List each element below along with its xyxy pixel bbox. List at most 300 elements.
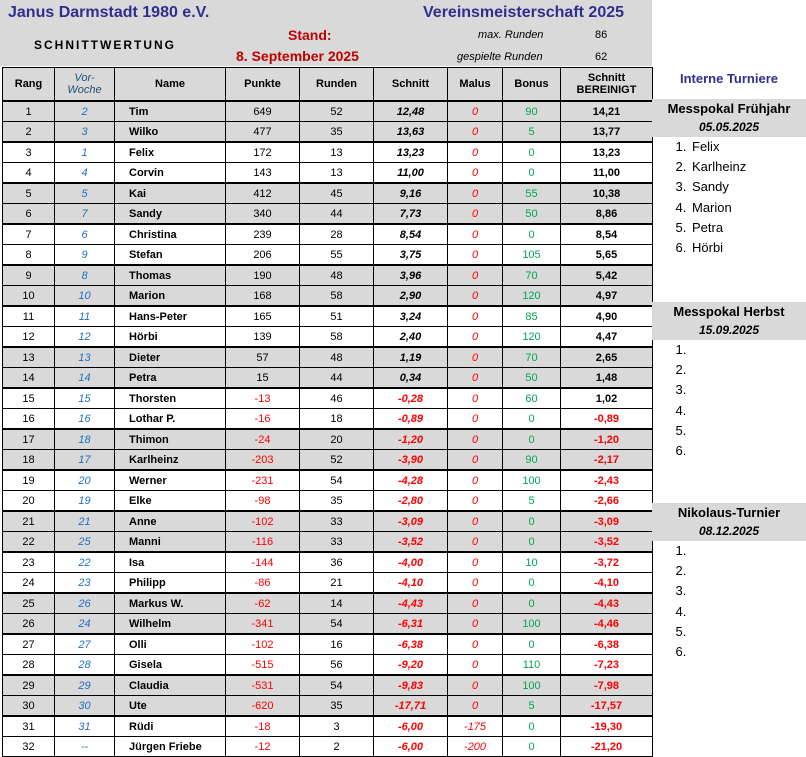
rang-cell: 29 — [3, 675, 55, 696]
punkte-cell: 412 — [226, 183, 300, 204]
bereinigt-cell: -4,46 — [561, 614, 653, 635]
punkte-cell: 168 — [226, 286, 300, 307]
placing-item — [690, 340, 806, 360]
col-header-name — [115, 68, 226, 102]
table-row — [3, 696, 653, 717]
malus-cell: 0 — [448, 224, 503, 245]
table-row — [3, 101, 653, 122]
rang-cell: 18 — [3, 450, 55, 471]
placing-item: 4. Marion — [690, 198, 806, 218]
col-header-vorwoche — [55, 68, 115, 102]
runden-cell: 54 — [300, 614, 374, 635]
runden-cell: 18 — [300, 409, 374, 430]
schnitt-cell: 0,34 — [374, 368, 448, 389]
malus-cell: 0 — [448, 675, 503, 696]
punkte-cell: -531 — [226, 675, 300, 696]
vorwoche-cell: 27 — [55, 634, 115, 655]
placing-item: 2. Karlheinz — [690, 157, 806, 177]
punkte-cell: -62 — [226, 593, 300, 614]
malus-cell: 0 — [448, 573, 503, 594]
tournament-name: Nikolaus-Turnier — [652, 503, 806, 522]
stand-label: Stand: — [288, 27, 332, 43]
rang-cell: 3 — [3, 142, 55, 163]
bonus-cell: 5 — [503, 696, 561, 717]
schnitt-cell: -1,20 — [374, 429, 448, 450]
runden-cell: 52 — [300, 450, 374, 471]
punkte-cell: 206 — [226, 245, 300, 266]
punkte-cell: -203 — [226, 450, 300, 471]
bereinigt-cell: 13,23 — [561, 142, 653, 163]
bonus-cell: 5 — [503, 122, 561, 143]
schnitt-cell: 13,63 — [374, 122, 448, 143]
placing-item — [690, 561, 806, 581]
col-header-schnitt-label: Schnitt — [391, 78, 430, 90]
bereinigt-cell: -6,38 — [561, 634, 653, 655]
runden-cell: 35 — [300, 491, 374, 512]
vorwoche-cell: 10 — [55, 286, 115, 307]
placing-item: 6. Hörbi — [690, 238, 806, 258]
vorwoche-cell: 22 — [55, 552, 115, 573]
vorwoche-cell: 23 — [55, 573, 115, 594]
schnitt-cell: -6,31 — [374, 614, 448, 635]
table-row — [3, 245, 653, 266]
schnitt-cell: 3,75 — [374, 245, 448, 266]
table-row — [3, 122, 653, 143]
table-row — [3, 265, 653, 286]
name-cell: Manni — [115, 532, 226, 553]
name-cell: Kai — [115, 183, 226, 204]
malus-cell: 0 — [448, 450, 503, 471]
punkte-cell: -16 — [226, 409, 300, 430]
bereinigt-cell: -7,23 — [561, 655, 653, 676]
bereinigt-cell: -2,66 — [561, 491, 653, 512]
runden-cell: 54 — [300, 675, 374, 696]
schnitt-cell: 8,54 — [374, 224, 448, 245]
schnitt-cell: -9,20 — [374, 655, 448, 676]
bereinigt-cell: 1,02 — [561, 388, 653, 409]
malus-cell: 0 — [448, 245, 503, 266]
rang-cell: 31 — [3, 716, 55, 737]
col-header-bereinigt-label: Schnitt BEREINIGT — [576, 72, 637, 96]
name-cell: Philipp — [115, 573, 226, 594]
schnitt-cell: -4,10 — [374, 573, 448, 594]
rang-cell: 6 — [3, 204, 55, 225]
rang-cell: 13 — [3, 347, 55, 368]
punkte-cell: 139 — [226, 327, 300, 348]
malus-cell: 0 — [448, 470, 503, 491]
name-cell: Hörbi — [115, 327, 226, 348]
schnitt-cell: 3,96 — [374, 265, 448, 286]
name-cell: Elke — [115, 491, 226, 512]
table-row — [3, 163, 653, 184]
punkte-cell: -116 — [226, 532, 300, 553]
bereinigt-cell: 10,38 — [561, 183, 653, 204]
table-row — [3, 388, 653, 409]
malus-cell: 0 — [448, 183, 503, 204]
malus-cell: 0 — [448, 204, 503, 225]
tournament-block — [652, 302, 806, 461]
runden-cell: 35 — [300, 696, 374, 717]
table-row — [3, 450, 653, 471]
rang-cell: 32 — [3, 737, 55, 757]
ranking-body — [3, 101, 653, 757]
bereinigt-cell: 1,48 — [561, 368, 653, 389]
rang-cell: 10 — [3, 286, 55, 307]
table-row — [3, 655, 653, 676]
runden-cell: 2 — [300, 737, 374, 757]
runden-cell: 48 — [300, 265, 374, 286]
table-row — [3, 737, 653, 757]
schnitt-cell: 3,24 — [374, 306, 448, 327]
rang-cell: 14 — [3, 368, 55, 389]
table-row — [3, 183, 653, 204]
rang-cell: 5 — [3, 183, 55, 204]
vorwoche-cell: 28 — [55, 655, 115, 676]
name-cell: Stefan — [115, 245, 226, 266]
vorwoche-cell: 9 — [55, 245, 115, 266]
placing-item — [690, 360, 806, 380]
schnitt-cell: 9,16 — [374, 183, 448, 204]
rang-cell: 8 — [3, 245, 55, 266]
malus-cell: 0 — [448, 265, 503, 286]
schnitt-cell: 7,73 — [374, 204, 448, 225]
bereinigt-cell: 4,97 — [561, 286, 653, 307]
bonus-cell: 105 — [503, 245, 561, 266]
stand-date: 8. September 2025 — [236, 48, 359, 64]
rang-cell: 23 — [3, 552, 55, 573]
runden-cell: 33 — [300, 532, 374, 553]
schnitt-cell: 12,48 — [374, 101, 448, 122]
name-cell: Hans-Peter — [115, 306, 226, 327]
bereinigt-cell: -0,89 — [561, 409, 653, 430]
runden-cell: 48 — [300, 347, 374, 368]
vorwoche-cell: 20 — [55, 470, 115, 491]
name-cell: Marion — [115, 286, 226, 307]
bonus-cell: 50 — [503, 204, 561, 225]
bereinigt-cell: 4,90 — [561, 306, 653, 327]
vorwoche-cell: 12 — [55, 327, 115, 348]
vorwoche-cell: 3 — [55, 122, 115, 143]
bereinigt-cell: 14,21 — [561, 101, 653, 122]
schnitt-cell: -6,38 — [374, 634, 448, 655]
bereinigt-cell: 8,86 — [561, 204, 653, 225]
placing-item — [690, 401, 806, 421]
col-header-bereinigt — [561, 68, 653, 102]
name-cell: Wilhelm — [115, 614, 226, 635]
schnitt-cell: 2,90 — [374, 286, 448, 307]
bonus-cell: 5 — [503, 491, 561, 512]
bereinigt-cell: 4,47 — [561, 327, 653, 348]
bonus-cell: 120 — [503, 286, 561, 307]
name-cell: Christina — [115, 224, 226, 245]
table-row — [3, 491, 653, 512]
bonus-cell: 0 — [503, 573, 561, 594]
name-cell: Sandy — [115, 204, 226, 225]
runden-cell: 44 — [300, 368, 374, 389]
rang-cell: 7 — [3, 224, 55, 245]
bereinigt-cell: -3,72 — [561, 552, 653, 573]
vorwoche-cell: 25 — [55, 532, 115, 553]
bereinigt-cell: 8,54 — [561, 224, 653, 245]
bonus-cell: 0 — [503, 593, 561, 614]
vorwoche-cell: 26 — [55, 593, 115, 614]
vorwoche-cell: 1 — [55, 142, 115, 163]
col-header-runden — [300, 68, 374, 102]
bereinigt-cell: -7,98 — [561, 675, 653, 696]
name-cell: Werner — [115, 470, 226, 491]
subtitle: SCHNITTWERTUNG — [34, 38, 176, 52]
bereinigt-cell: -1,20 — [561, 429, 653, 450]
bonus-cell: 90 — [503, 101, 561, 122]
bonus-cell: 60 — [503, 388, 561, 409]
col-header-vorwoche-label: Vor- Woche — [67, 72, 102, 96]
bonus-cell: 0 — [503, 163, 561, 184]
rang-cell: 12 — [3, 327, 55, 348]
max-runden-label: max. Runden — [478, 29, 544, 41]
bereinigt-cell: -19,30 — [561, 716, 653, 737]
table-row — [3, 142, 653, 163]
rang-cell: 19 — [3, 470, 55, 491]
table-row — [3, 204, 653, 225]
runden-cell: 21 — [300, 573, 374, 594]
bonus-cell: 0 — [503, 511, 561, 532]
table-header-row — [3, 68, 653, 102]
vorwoche-cell: 7 — [55, 204, 115, 225]
tournament-placings — [652, 541, 806, 662]
punkte-cell: 477 — [226, 122, 300, 143]
vorwoche-cell: 19 — [55, 491, 115, 512]
bonus-cell: 0 — [503, 532, 561, 553]
tournament-sidebar — [652, 66, 806, 753]
runden-cell: 45 — [300, 183, 374, 204]
bonus-cell: 100 — [503, 470, 561, 491]
vorwoche-cell: 5 — [55, 183, 115, 204]
punkte-cell: 649 — [226, 101, 300, 122]
punkte-cell: -515 — [226, 655, 300, 676]
name-cell: Markus W. — [115, 593, 226, 614]
vorwoche-cell: 31 — [55, 716, 115, 737]
vorwoche-cell: 4 — [55, 163, 115, 184]
rang-cell: 21 — [3, 511, 55, 532]
punkte-cell: -86 — [226, 573, 300, 594]
vorwoche-cell: 30 — [55, 696, 115, 717]
malus-cell: 0 — [448, 306, 503, 327]
malus-cell: 0 — [448, 655, 503, 676]
placing-item — [690, 642, 806, 662]
schnitt-cell: -6,00 — [374, 737, 448, 757]
rang-cell: 4 — [3, 163, 55, 184]
name-cell: Tim — [115, 101, 226, 122]
placing-item — [690, 380, 806, 400]
bonus-cell: 100 — [503, 614, 561, 635]
table-row — [3, 224, 653, 245]
bonus-cell: 0 — [503, 142, 561, 163]
rang-cell: 27 — [3, 634, 55, 655]
punkte-cell: -102 — [226, 634, 300, 655]
gespielte-runden-value: 62 — [595, 51, 608, 63]
punkte-cell: 57 — [226, 347, 300, 368]
table-row — [3, 614, 653, 635]
bereinigt-cell: -3,52 — [561, 532, 653, 553]
runden-cell: 55 — [300, 245, 374, 266]
rang-cell: 22 — [3, 532, 55, 553]
malus-cell: 0 — [448, 634, 503, 655]
col-header-punkte-label: Punkte — [244, 78, 281, 90]
table-row — [3, 368, 653, 389]
max-runden-value: 86 — [595, 29, 608, 41]
table-row — [3, 409, 653, 430]
bereinigt-cell: -4,10 — [561, 573, 653, 594]
schnitt-cell: 11,00 — [374, 163, 448, 184]
name-cell: Petra — [115, 368, 226, 389]
club-name: Janus Darmstadt 1980 e.V. — [8, 4, 210, 21]
bonus-cell: 0 — [503, 224, 561, 245]
punkte-cell: -98 — [226, 491, 300, 512]
schnitt-cell: 2,40 — [374, 327, 448, 348]
schnitt-cell: -2,80 — [374, 491, 448, 512]
bonus-cell: 120 — [503, 327, 561, 348]
bereinigt-cell: 13,77 — [561, 122, 653, 143]
runden-cell: 33 — [300, 511, 374, 532]
bonus-cell: 50 — [503, 368, 561, 389]
runden-cell: 35 — [300, 122, 374, 143]
rang-cell: 16 — [3, 409, 55, 430]
rang-cell: 2 — [3, 122, 55, 143]
malus-cell: 0 — [448, 101, 503, 122]
bonus-cell: 0 — [503, 716, 561, 737]
bereinigt-cell: 5,65 — [561, 245, 653, 266]
bereinigt-cell: -2,17 — [561, 450, 653, 471]
runden-cell: 46 — [300, 388, 374, 409]
vorwoche-cell: 11 — [55, 306, 115, 327]
punkte-cell: -144 — [226, 552, 300, 573]
rang-cell: 11 — [3, 306, 55, 327]
table-row — [3, 716, 653, 737]
name-cell: Rüdi — [115, 716, 226, 737]
runden-cell: 58 — [300, 327, 374, 348]
bonus-cell: 90 — [503, 450, 561, 471]
runden-cell: 56 — [300, 655, 374, 676]
placing-item: 5. Petra — [690, 218, 806, 238]
table-row — [3, 347, 653, 368]
schnitt-cell: 13,23 — [374, 142, 448, 163]
col-header-malus — [448, 68, 503, 102]
schnitt-cell: -4,00 — [374, 552, 448, 573]
placing-item — [690, 541, 806, 561]
malus-cell: 0 — [448, 122, 503, 143]
rang-cell: 1 — [3, 101, 55, 122]
table-row — [3, 286, 653, 307]
table-row — [3, 573, 653, 594]
vorwoche-cell: 18 — [55, 429, 115, 450]
table-row — [3, 593, 653, 614]
punkte-cell: 143 — [226, 163, 300, 184]
malus-cell: 0 — [448, 429, 503, 450]
punkte-cell: 190 — [226, 265, 300, 286]
vorwoche-cell: 14 — [55, 368, 115, 389]
punkte-cell: -620 — [226, 696, 300, 717]
name-cell: Jürgen Friebe — [115, 737, 226, 757]
bonus-cell: 110 — [503, 655, 561, 676]
name-cell: Karlheinz — [115, 450, 226, 471]
runden-cell: 16 — [300, 634, 374, 655]
runden-cell: 52 — [300, 101, 374, 122]
schnitt-cell: -6,00 — [374, 716, 448, 737]
bereinigt-cell: 11,00 — [561, 163, 653, 184]
placing-item — [690, 441, 806, 461]
name-cell: Ute — [115, 696, 226, 717]
table-row — [3, 429, 653, 450]
col-header-runden-label: Runden — [316, 78, 357, 90]
table-row — [3, 634, 653, 655]
schnitt-cell: -9,83 — [374, 675, 448, 696]
name-cell: Gisela — [115, 655, 226, 676]
vorwoche-cell: 13 — [55, 347, 115, 368]
malus-cell: 0 — [448, 593, 503, 614]
punkte-cell: -12 — [226, 737, 300, 757]
runden-cell: 44 — [300, 204, 374, 225]
bereinigt-cell: -3,09 — [561, 511, 653, 532]
runden-cell: 14 — [300, 593, 374, 614]
runden-cell: 13 — [300, 142, 374, 163]
name-cell: Dieter — [115, 347, 226, 368]
bonus-cell: 0 — [503, 737, 561, 757]
rang-cell: 25 — [3, 593, 55, 614]
bonus-cell: 70 — [503, 265, 561, 286]
schnitt-cell: -3,52 — [374, 532, 448, 553]
runden-cell: 3 — [300, 716, 374, 737]
bonus-cell: 10 — [503, 552, 561, 573]
runden-cell: 51 — [300, 306, 374, 327]
vorwoche-cell: 16 — [55, 409, 115, 430]
malus-cell: 0 — [448, 142, 503, 163]
schnitt-cell: -0,89 — [374, 409, 448, 430]
col-header-punkte — [226, 68, 300, 102]
tournament-placings — [652, 340, 806, 461]
punkte-cell: -24 — [226, 429, 300, 450]
name-cell: Felix — [115, 142, 226, 163]
rang-cell: 20 — [3, 491, 55, 512]
punkte-cell: 165 — [226, 306, 300, 327]
name-cell: Wilko — [115, 122, 226, 143]
schnitt-cell: -3,90 — [374, 450, 448, 471]
malus-cell: 0 — [448, 491, 503, 512]
vorwoche-cell: 21 — [55, 511, 115, 532]
vorwoche-cell: 2 — [55, 101, 115, 122]
punkte-cell: 239 — [226, 224, 300, 245]
malus-cell: 0 — [448, 388, 503, 409]
runden-cell: 28 — [300, 224, 374, 245]
name-cell: Thimon — [115, 429, 226, 450]
col-header-malus-label: Malus — [459, 78, 491, 90]
col-header-bonus — [503, 68, 561, 102]
rang-cell: 17 — [3, 429, 55, 450]
bereinigt-cell: 2,65 — [561, 347, 653, 368]
punkte-cell: 340 — [226, 204, 300, 225]
vorwoche-cell: 24 — [55, 614, 115, 635]
rang-cell: 28 — [3, 655, 55, 676]
bonus-cell: 85 — [503, 306, 561, 327]
punkte-cell: 15 — [226, 368, 300, 389]
punkte-cell: -13 — [226, 388, 300, 409]
punkte-cell: -102 — [226, 511, 300, 532]
punkte-cell: -231 — [226, 470, 300, 491]
gespielte-runden-label: gespielte Runden — [457, 51, 543, 63]
table-row — [3, 470, 653, 491]
table-row — [3, 532, 653, 553]
schnitt-cell: -4,28 — [374, 470, 448, 491]
malus-cell: 0 — [448, 286, 503, 307]
